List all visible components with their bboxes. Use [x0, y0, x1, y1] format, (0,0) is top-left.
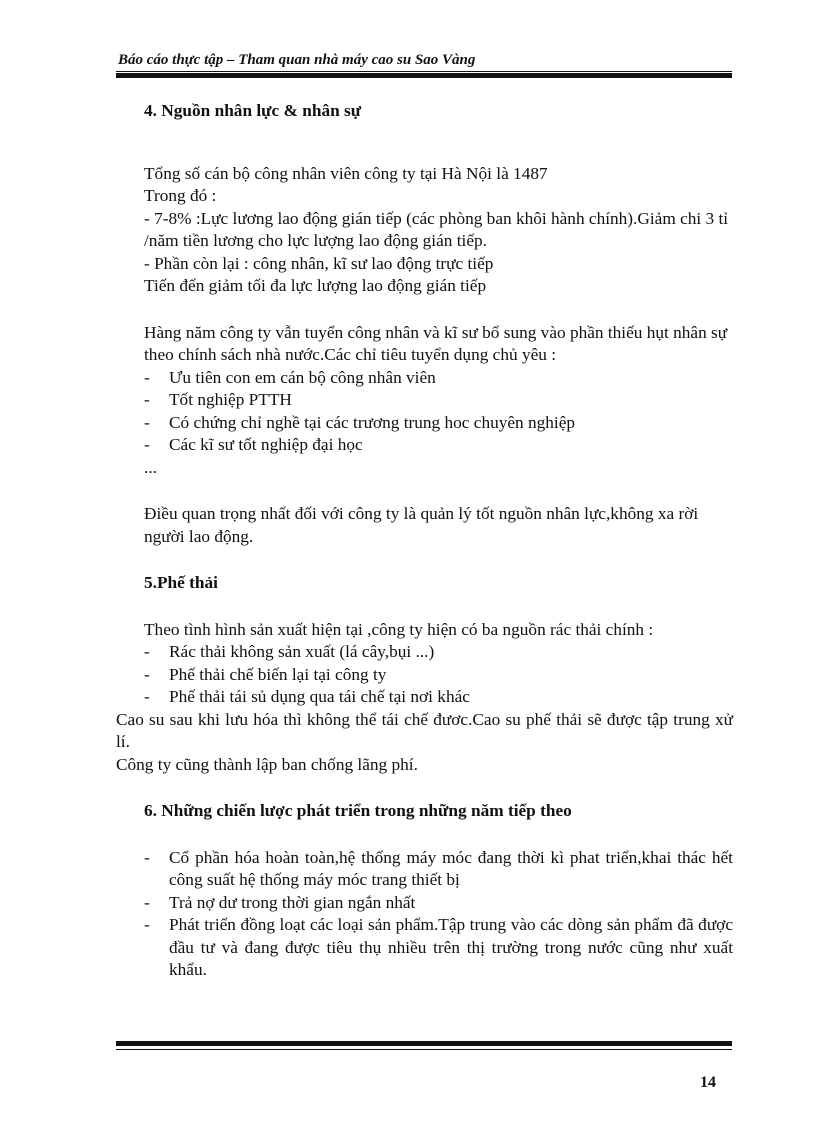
footer-rule-thick [116, 1041, 732, 1046]
list-item-text: Trả nợ dư trong thời gian ngắn nhất [169, 892, 416, 912]
list-item [144, 434, 733, 457]
dash-bullet: - [144, 642, 150, 661]
list-item [144, 892, 733, 915]
staff-total: Tổng số cán bộ công nhân viên công ty tại Hà Nội là 1487 [144, 163, 548, 183]
dash-bullet: - [144, 687, 150, 706]
dash-bullet: - [144, 367, 150, 387]
section-4 [116, 100, 733, 548]
section-6 [116, 800, 733, 982]
waste-list [116, 641, 733, 709]
recruit-intro: Hàng năm công ty vẫn tuyển công nhân và kĩ sư bổ sung vào phần thiếu hụt nhân sự theo chính sách nhà nước.Các chỉ tiêu tuyển dụng chủ yêu : [144, 322, 728, 364]
dash-bullet: - [144, 847, 150, 867]
list-item [144, 412, 733, 435]
staff-indirect: - 7-8% :Lực lương lao động gián tiếp (các phòng ban khôi hành chính).Giảm chi 3 tỉ /năm tiền lương cho lực lượng lao động gián tiếp. [144, 208, 729, 250]
list-item-text: Phế thải chế biến lại tại công ty [169, 664, 387, 684]
header-title: Báo cáo thực tập – Tham quan nhà máy cao su Sao Vàng [118, 52, 476, 68]
list-item-text: Phát triển đồng loạt các loại sản phẩm.Tập trung vào các dòng sản phẩm đã được đầu tư và đang được tiêu thụ nhiều trên thị trường trong nước cũng như xuất khẩu. [169, 915, 733, 979]
list-item-text: Phế thải tái sủ dụng qua tái chế tại nơi khác [169, 687, 470, 706]
list-item [144, 367, 733, 390]
list-item-text: Tốt nghiệp PTTH [169, 390, 292, 409]
list-item-text: Ưu tiên con em cán bộ công nhân viên [169, 367, 436, 387]
header-rule-thin [116, 71, 732, 72]
list-item-text: Có chứng chỉ nghề tại các trương trung hoc chuyên nghiệp [169, 412, 576, 432]
list-item-text: Các kĩ sư tốt nghiệp đại học [169, 435, 363, 454]
section-6-heading: 6. Những chiến lược phát triển trong những năm tiếp theo [144, 801, 572, 820]
list-item [144, 389, 733, 412]
recruit-list [116, 367, 733, 457]
page-number: 14 [700, 1074, 716, 1091]
document-body [116, 100, 733, 982]
list-item-text: Rác thải không sản xuất (lá cây,bụi ...) [169, 642, 435, 661]
list-item [144, 664, 733, 687]
list-item-text: Cổ phần hóa hoàn toàn,hệ thống máy móc đang thời kì phat triển,khai thác hết công suất hệ thống máy móc trang thiết bị [169, 847, 733, 889]
staff-breakdown-label: Trong đó : [144, 186, 217, 205]
dash-bullet: - [144, 390, 150, 409]
list-item [144, 641, 733, 664]
dash-bullet: - [144, 664, 150, 684]
list-item [144, 847, 733, 892]
list-item [144, 686, 733, 709]
staff-direct: - Phần còn lại : công nhân, kĩ sư lao động trực tiếp [144, 253, 494, 273]
section-5-heading: 5.Phế thải [144, 573, 218, 592]
waste-intro: Theo tình hình sản xuất hiện tại ,công ty hiện có ba nguồn rác thải chính : [144, 619, 654, 639]
header-rule-thick [116, 73, 732, 78]
strategy-list [116, 847, 733, 982]
anti-waste-note: Công ty cũng thành lập ban chống lãng phí. [116, 754, 418, 774]
section-5 [116, 572, 733, 776]
dash-bullet: - [144, 435, 150, 454]
rubber-recycling-note: Cao su sau khi lưu hóa thì không thể tái chế đươc.Cao su phế thải sẽ được tập trung xử lí. [116, 709, 733, 751]
section-4-conclusion: Điều quan trọng nhất đối với công ty là quản lý tốt nguồn nhân lực,không xa rời người lao động. [144, 504, 699, 546]
staff-goal: Tiến đến giảm tối đa lực lượng lao động gián tiếp [144, 276, 487, 295]
dash-bullet: - [144, 412, 150, 432]
dash-bullet: - [144, 892, 150, 912]
section-4-heading: 4. Nguồn nhân lực & nhân sự [144, 101, 362, 120]
footer-rule-thin [116, 1049, 732, 1050]
list-item [144, 914, 733, 982]
section-4-staff-block [116, 163, 733, 298]
ellipsis: ... [144, 457, 157, 477]
dash-bullet: - [144, 915, 150, 934]
